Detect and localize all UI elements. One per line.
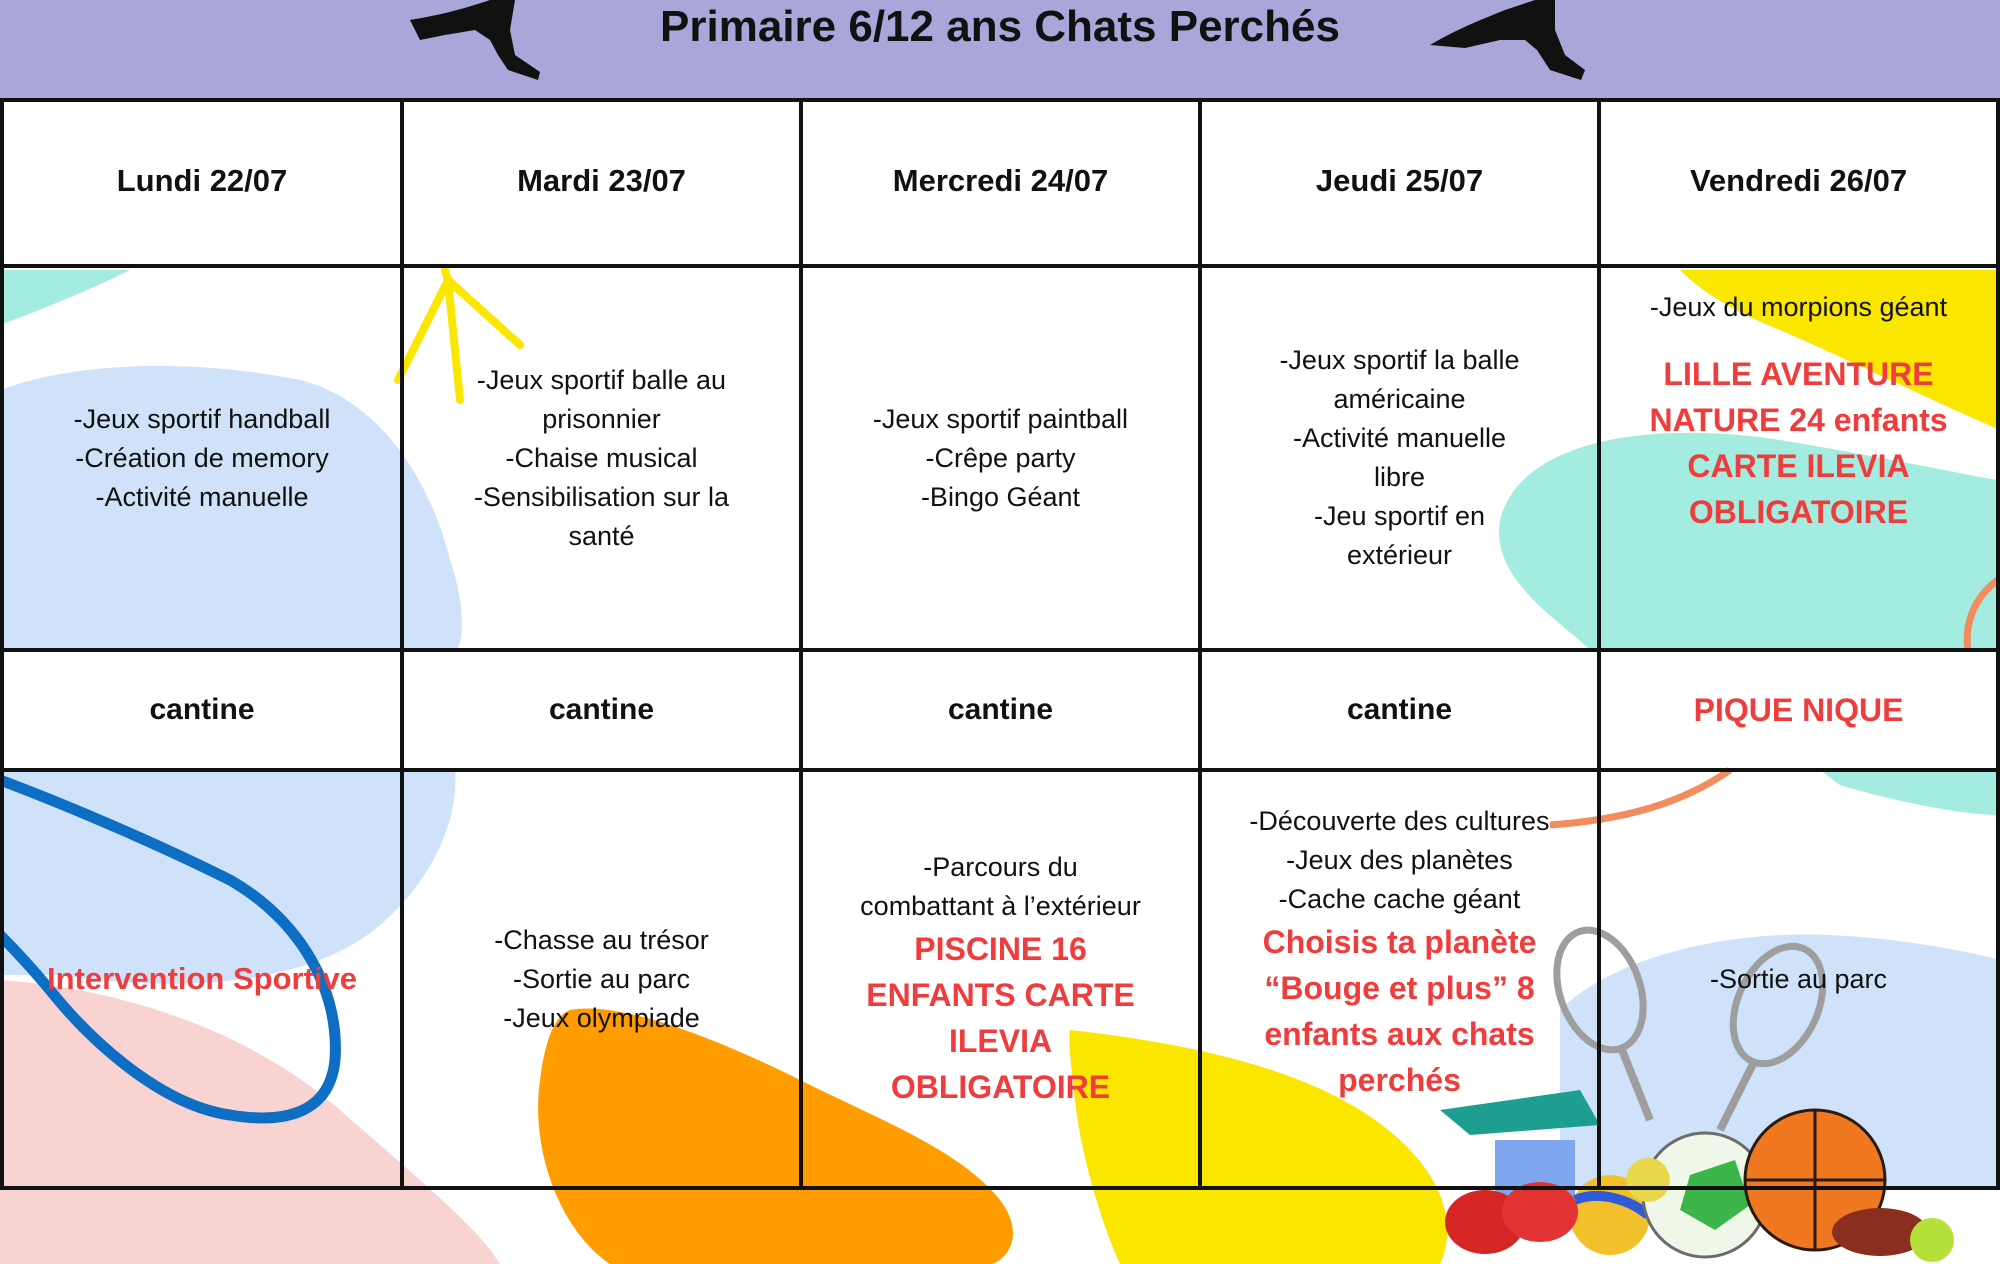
activity-item: -Activité manuelle xyxy=(95,481,309,512)
afternoon-cell xyxy=(1601,772,1996,1186)
highlight-note: Intervention Sportive xyxy=(46,961,358,996)
page-title: Primaire 6/12 ans Chats Perchés xyxy=(660,2,1340,51)
day-label: Vendredi 26/07 xyxy=(1689,163,1908,198)
highlight-note: LILLE AVENTURE NATURE 24 enfants CARTE ILEVIA OBLIGATOIRE xyxy=(1649,356,1948,530)
activity-item: -Jeux olympiade xyxy=(503,1002,700,1033)
morning-cell xyxy=(404,268,799,648)
day-label: Lundi 22/07 xyxy=(116,163,288,198)
afternoon-cell xyxy=(803,772,1198,1186)
morning-cell xyxy=(1202,268,1597,648)
grid-line xyxy=(1996,98,2000,1190)
activity-item: -Jeux sportif handball xyxy=(73,403,331,434)
day-header xyxy=(404,98,799,264)
activity-item: -Jeu sportif en extérieur xyxy=(1313,501,1486,570)
lunch-label: cantine xyxy=(947,693,1054,726)
day-header xyxy=(4,98,400,264)
activity-item: -Bingo Géant xyxy=(920,481,1081,512)
afternoon-cell xyxy=(4,772,400,1186)
activity-item: -Découverte des cultures xyxy=(1249,806,1550,836)
activity-item: -Activité manuelle libre xyxy=(1292,423,1507,492)
activity-item: -Chaise musical xyxy=(505,442,698,473)
morning-cell xyxy=(1601,268,1996,648)
activity-item: -Jeux sportif la balle américaine xyxy=(1279,345,1520,414)
activity-item: -Sortie au parc xyxy=(1709,963,1888,994)
activity-item: -Sortie au parc xyxy=(512,963,691,994)
day-label: Mercredi 24/07 xyxy=(892,163,1109,198)
schedule-grid xyxy=(0,98,2000,1190)
lunch-label: cantine xyxy=(1346,693,1453,726)
morning-cell xyxy=(803,268,1198,648)
lunch-cell xyxy=(803,652,1198,768)
afternoon-cell xyxy=(1202,772,1597,1186)
lunch-cell xyxy=(4,652,400,768)
morning-cell xyxy=(4,268,400,648)
highlight-note: PISCINE 16 ENFANTS CARTE ILEVIA OBLIGATOIRE xyxy=(866,931,1135,1105)
runner-icon xyxy=(1425,0,1585,90)
activity-item: -Jeux sportif paintball xyxy=(872,403,1129,434)
header-banner xyxy=(0,0,2000,102)
day-header xyxy=(1601,98,1996,264)
lunch-cell xyxy=(1601,652,1996,768)
lunch-label: cantine xyxy=(149,693,255,726)
day-header xyxy=(1202,98,1597,264)
lunch-label: PIQUE NIQUE xyxy=(1693,692,1904,728)
day-header xyxy=(803,98,1198,264)
activity-item: -Parcours du combattant à l’extérieur xyxy=(860,852,1141,921)
afternoon-cell xyxy=(404,772,799,1186)
activity-item: -Crêpe party xyxy=(925,442,1076,473)
activity-item: -Sensibilisation sur la santé xyxy=(473,481,730,551)
grid-line xyxy=(0,1186,2000,1190)
activity-item: -Création de memory xyxy=(75,442,329,473)
activity-item: -Jeux des planètes xyxy=(1286,845,1513,875)
boxing-glove-icon xyxy=(1445,1182,1578,1254)
activity-item: -Jeux du morpions géant xyxy=(1649,292,1948,322)
highlight-note: Choisis ta planète “Bouge et plus” 8 enfants aux chats perchés xyxy=(1262,924,1537,1098)
activity-item: -Chasse au trésor xyxy=(494,924,709,955)
lunch-label: cantine xyxy=(548,693,655,726)
day-label: Jeudi 25/07 xyxy=(1315,163,1484,198)
day-label: Mardi 23/07 xyxy=(517,163,686,198)
lunch-cell xyxy=(1202,652,1597,768)
lunch-cell xyxy=(404,652,799,768)
activity-item: -Cache cache géant xyxy=(1278,884,1521,914)
activity-item: -Jeux sportif balle au prisonnier xyxy=(476,364,727,434)
